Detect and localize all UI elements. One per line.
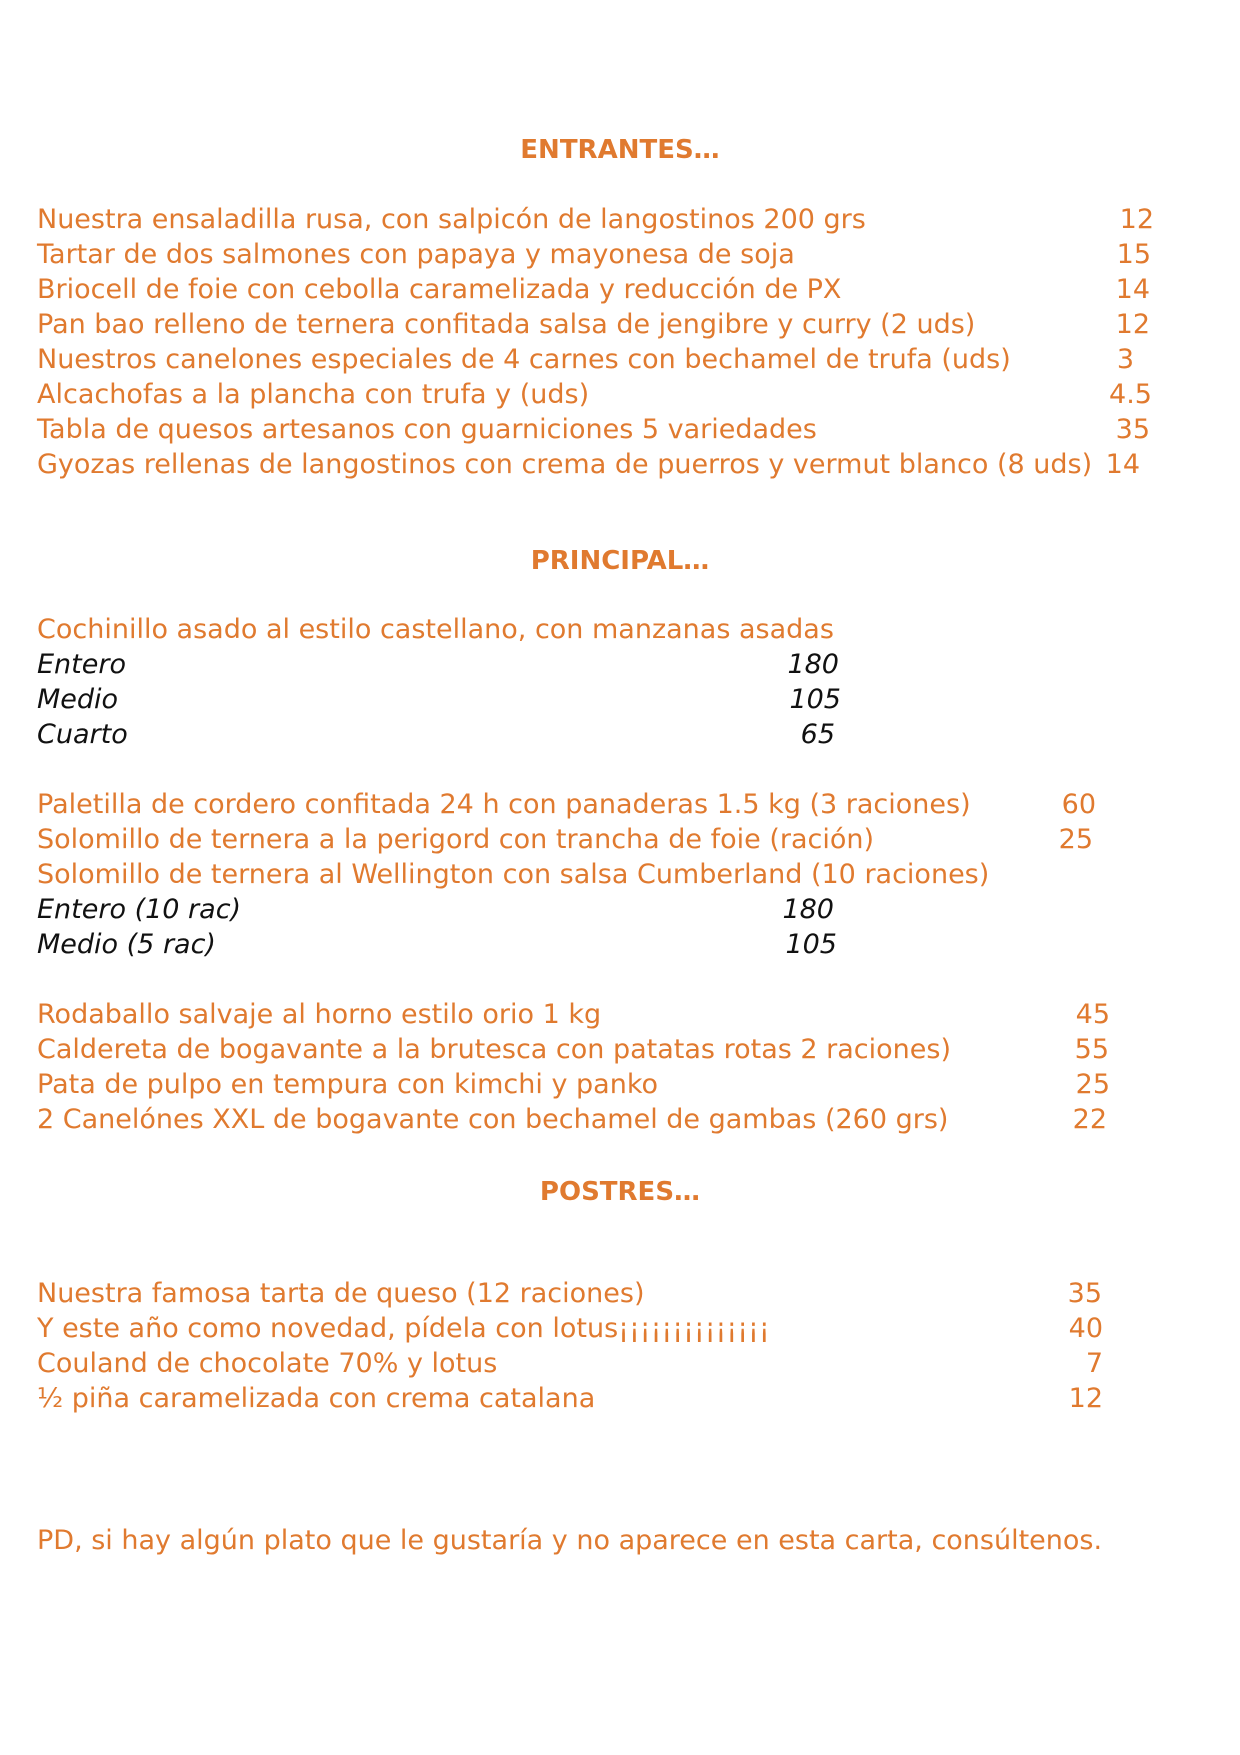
option-name: Cuarto: [37, 719, 128, 750]
menu-item-option: [37, 892, 1197, 927]
item-name: Gyozas rellenas de langostinos con crema de puerros y vermut blanco (8 uds): [37, 449, 1093, 480]
item-price: 35: [1067, 1278, 1102, 1309]
item-price: 12: [1115, 309, 1150, 340]
menu-item: [37, 202, 1197, 237]
option-price: 65: [800, 719, 835, 750]
menu-item: [37, 342, 1197, 377]
menu-item-option: [37, 927, 1197, 962]
section-heading-postres: POSTRES…: [539, 1177, 701, 1207]
menu-item: [37, 1311, 1197, 1346]
footer-note: PD, si hay algún plato que le gustaría y no aparece en esta carta, consúltenos.: [37, 1525, 1103, 1556]
item-price: 40: [1068, 1313, 1103, 1344]
option-name: Medio (5 rac): [37, 929, 216, 960]
item-name: Solomillo de ternera al Wellington con salsa Cumberland (10 raciones): [37, 859, 990, 890]
section-heading-entrantes: ENTRANTES…: [520, 135, 720, 165]
menu-item: [37, 272, 1197, 307]
menu-item: [37, 1032, 1197, 1067]
item-price: 14: [1105, 449, 1140, 480]
item-name: 2 Canelónes XXL de bogavante con bechamel de gambas (260 grs): [37, 1104, 949, 1135]
item-price: 7: [1085, 1348, 1103, 1379]
item-price: 12: [1068, 1383, 1103, 1414]
item-price: 14: [1115, 274, 1150, 305]
item-price: 25: [1075, 1069, 1110, 1100]
item-price: 60: [1061, 789, 1096, 820]
menu-item: [37, 447, 1197, 482]
menu-item-option: [37, 647, 1197, 682]
menu-item: [37, 1346, 1197, 1381]
item-price: 25: [1058, 824, 1093, 855]
section-heading-principal: PRINCIPAL…: [530, 546, 710, 576]
item-name: Briocell de foie con cebolla caramelizada y reducción de PX: [37, 274, 842, 305]
menu-item: [37, 822, 1197, 857]
item-name: Nuestra ensaladilla rusa, con salpicón de langostinos 200 grs: [37, 204, 866, 235]
item-name: Tartar de dos salmones con papaya y mayonesa de soja: [37, 239, 795, 270]
item-name: Cochinillo asado al estilo castellano, con manzanas asadas: [37, 614, 834, 645]
item-name: Alcachofas a la plancha con trufa y (uds): [37, 379, 590, 410]
item-name: Nuestra famosa tarta de queso (12 raciones): [37, 1278, 645, 1309]
option-name: Medio: [37, 684, 119, 715]
item-name: ½ piña caramelizada con crema catalana: [37, 1383, 596, 1414]
item-price: 4.5: [1109, 379, 1152, 410]
option-price: 180: [787, 649, 839, 680]
menu-item: [37, 1102, 1197, 1137]
menu-item: [37, 412, 1197, 447]
option-name: Entero: [37, 649, 126, 680]
item-name: Nuestros canelones especiales de 4 carnes con bechamel de trufa (uds): [37, 344, 1011, 375]
item-name: Rodaballo salvaje al horno estilo orio 1 kg: [37, 999, 602, 1030]
item-price: 55: [1074, 1034, 1109, 1065]
item-name: Tabla de quesos artesanos con guarniciones 5 variedades: [37, 414, 817, 445]
item-name: Y este año como novedad, pídela con lotus¡¡¡¡¡¡¡¡¡¡¡¡¡¡: [37, 1313, 770, 1344]
item-name: Solomillo de ternera a la perigord con trancha de foie (ración): [37, 824, 875, 855]
menu-item-option: [37, 717, 1197, 752]
item-price: 22: [1072, 1104, 1107, 1135]
menu-item: [37, 237, 1197, 272]
menu-item: [37, 1276, 1197, 1311]
item-name: Paletilla de cordero confitada 24 h con panaderas 1.5 kg (3 raciones): [37, 789, 971, 820]
option-price: 105: [789, 684, 841, 715]
menu-item: [37, 1381, 1197, 1416]
menu-item: [37, 612, 1197, 647]
menu-item: [37, 1067, 1197, 1102]
option-price: 105: [785, 929, 837, 960]
menu-item: [37, 857, 1197, 892]
item-name: Caldereta de bogavante a la brutesca con patatas rotas 2 raciones): [37, 1034, 951, 1065]
item-price: 15: [1116, 239, 1151, 270]
menu-item: [37, 307, 1197, 342]
item-price: 35: [1115, 414, 1150, 445]
item-name: Pata de pulpo en tempura con kimchi y panko: [37, 1069, 659, 1100]
option-name: Entero (10 rac): [37, 894, 242, 925]
item-price: 3: [1116, 344, 1134, 375]
item-name: Pan bao relleno de ternera confitada salsa de jengibre y curry (2 uds): [37, 309, 976, 340]
item-name: Couland de chocolate 70% y lotus: [37, 1348, 498, 1379]
item-price: 12: [1119, 204, 1154, 235]
menu-item-option: [37, 682, 1197, 717]
option-price: 180: [782, 894, 834, 925]
menu-item: [37, 997, 1197, 1032]
menu-item: [37, 377, 1197, 412]
item-price: 45: [1075, 999, 1110, 1030]
menu-item: [37, 787, 1197, 822]
